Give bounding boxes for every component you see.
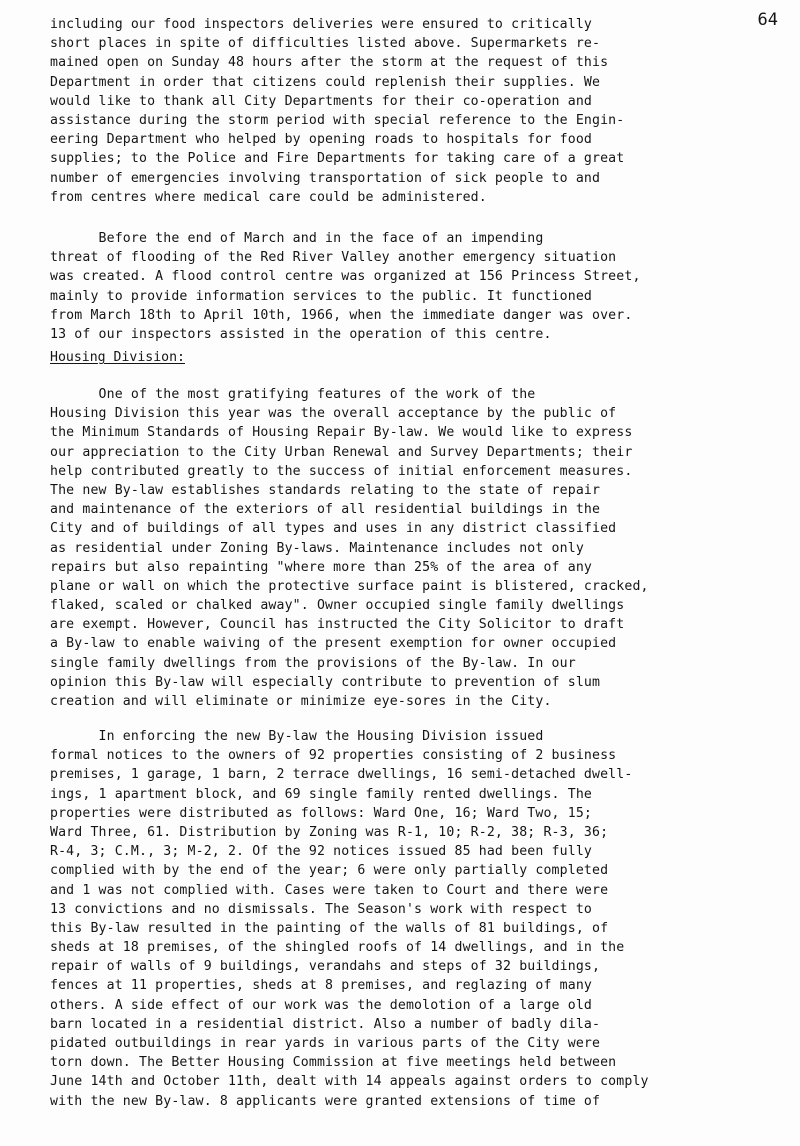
- text-line: threat of flooding of the Red River Valley another emergency situation: [50, 250, 617, 266]
- text-line: ings, 1 apartment block, and 69 single family rented dwellings. The: [50, 786, 592, 802]
- text-line: One of the most gratifying features of the work of the: [50, 387, 536, 402]
- text-line: properties were distributed as follows: Ward One, 16; Ward Two, 15;: [50, 805, 592, 821]
- text-line: opinion this By-law will especially contribute to prevention of slum: [50, 674, 601, 690]
- text-line: plane or wall on which the protective surface paint is blistered, cracked,: [50, 578, 649, 594]
- text-line: help contributed greatly to the success of initial enforcement measures.: [50, 463, 633, 479]
- text-line: R-4, 3; C.M., 3; M-2, 2. Of the 92 notices issued 85 had been fully: [50, 844, 592, 860]
- text-line: fences at 11 properties, sheds at 8 premises, and reglazing of many: [50, 978, 592, 994]
- text-line: premises, 1 garage, 1 barn, 2 terrace dwellings, 16 semi-detached dwell-: [50, 767, 633, 783]
- paragraph-housing-bylaw: [50, 385, 790, 711]
- text-line: complied with by the end of the year; 6 were only partially completed: [50, 863, 609, 879]
- text-line: Housing Division this year was the overall acceptance by the public of: [50, 406, 617, 422]
- text-line: sheds at 18 premises, of the shingled roofs of 14 dwellings, and in the: [50, 940, 625, 956]
- text-line: are exempt. However, Council has instructed the City Solicitor to draft: [50, 617, 625, 633]
- text-line: repair of walls of 9 buildings, verandahs and steps of 32 buildings,: [50, 959, 601, 975]
- text-line: pidated outbuildings in rear yards in various parts of the City were: [50, 1036, 601, 1051]
- text-line: and maintenance of the exteriors of all residential buildings in the: [50, 502, 601, 518]
- paragraph-flood-control-centre: [50, 229, 790, 344]
- page-number: 64: [757, 10, 778, 30]
- text-line: from centres where medical care could be administered.: [50, 189, 487, 205]
- text-line: supplies; to the Police and Fire Departments for taking care of a great: [50, 151, 625, 167]
- text-line: Department in order that citizens could replenish their supplies. We: [50, 74, 601, 90]
- text-line: a By-law to enable waiving of the present exemption for owner occupied: [50, 636, 617, 652]
- text-line: City and of buildings of all types and uses in any district classified: [50, 521, 617, 537]
- text-line: repairs but also repainting "where more than 25% of the area of any: [50, 559, 592, 575]
- text-line: our appreciation to the City Urban Renewal and Survey Departments; their: [50, 444, 633, 460]
- text-line: eering Department who helped by opening roads to hospitals for food: [50, 132, 592, 148]
- text-line: assistance during the storm period with special reference to the Engin-: [50, 112, 625, 128]
- text-line: mained open on Sunday 48 hours after the storm at the request of this: [50, 55, 609, 71]
- text-line: flaked, scaled or chalked away". Owner occupied single family dwellings: [50, 598, 625, 614]
- text-line: as residential under Zoning By-laws. Maintenance includes not only: [50, 540, 584, 556]
- text-line: torn down. The Better Housing Commission at five meetings held between: [50, 1055, 617, 1071]
- text-line: with the new By-law. 8 applicants were granted extensions of time of: [50, 1093, 601, 1109]
- text-line: was created. A flood control centre was organized at 156 Princess Street,: [50, 269, 641, 285]
- text-line: including our food inspectors deliveries were ensured to critically: [50, 17, 592, 32]
- text-line: Before the end of March and in the face of an impending: [50, 231, 544, 246]
- text-line: 13 convictions and no dismissals. The Season's work with respect to: [50, 901, 592, 917]
- text-line: this By-law resulted in the painting of the walls of 81 buildings, of: [50, 920, 609, 936]
- text-line: short places in spite of difficulties listed above. Supermarkets re-: [50, 36, 601, 52]
- paragraph-storm-food-supply: [50, 15, 790, 207]
- text-line: barn located in a residential district. Also a number of badly dila-: [50, 1016, 601, 1032]
- text-line: single family dwellings from the provisions of the By-law. In our: [50, 655, 576, 671]
- text-line: creation and will eliminate or minimize eye-sores in the City.: [50, 694, 552, 709]
- paragraph-bylaw-enforcement: [50, 727, 790, 1111]
- text-line: In enforcing the new By-law the Housing Division issued: [50, 729, 544, 744]
- text-line: and 1 was not complied with. Cases were taken to Court and there were: [50, 882, 609, 898]
- text-line: would like to thank all City Departments for their co-operation and: [50, 93, 592, 109]
- text-line: The new By-law establishes standards relating to the state of repair: [50, 482, 601, 498]
- text-line: Ward Three, 61. Distribution by Zoning was R-1, 10; R-2, 38; R-3, 36;: [50, 824, 609, 840]
- text-line: June 14th and October 11th, dealt with 14 appeals against orders to comply: [50, 1074, 649, 1090]
- text-line: others. A side effect of our work was the demolotion of a large old: [50, 997, 592, 1013]
- text-line: from March 18th to April 10th, 1966, when the immediate danger was over.: [50, 307, 633, 323]
- text-line: number of emergencies involving transportation of sick people to and: [50, 170, 601, 186]
- text-line: formal notices to the owners of 92 properties consisting of 2 business: [50, 748, 617, 764]
- text-line: 13 of our inspectors assisted in the operation of this centre.: [50, 326, 552, 342]
- text-line: mainly to provide information services to the public. It functioned: [50, 288, 592, 304]
- section-heading-housing-division: Housing Division:: [50, 350, 185, 365]
- text-line: the Minimum Standards of Housing Repair By-law. We would like to express: [50, 425, 633, 441]
